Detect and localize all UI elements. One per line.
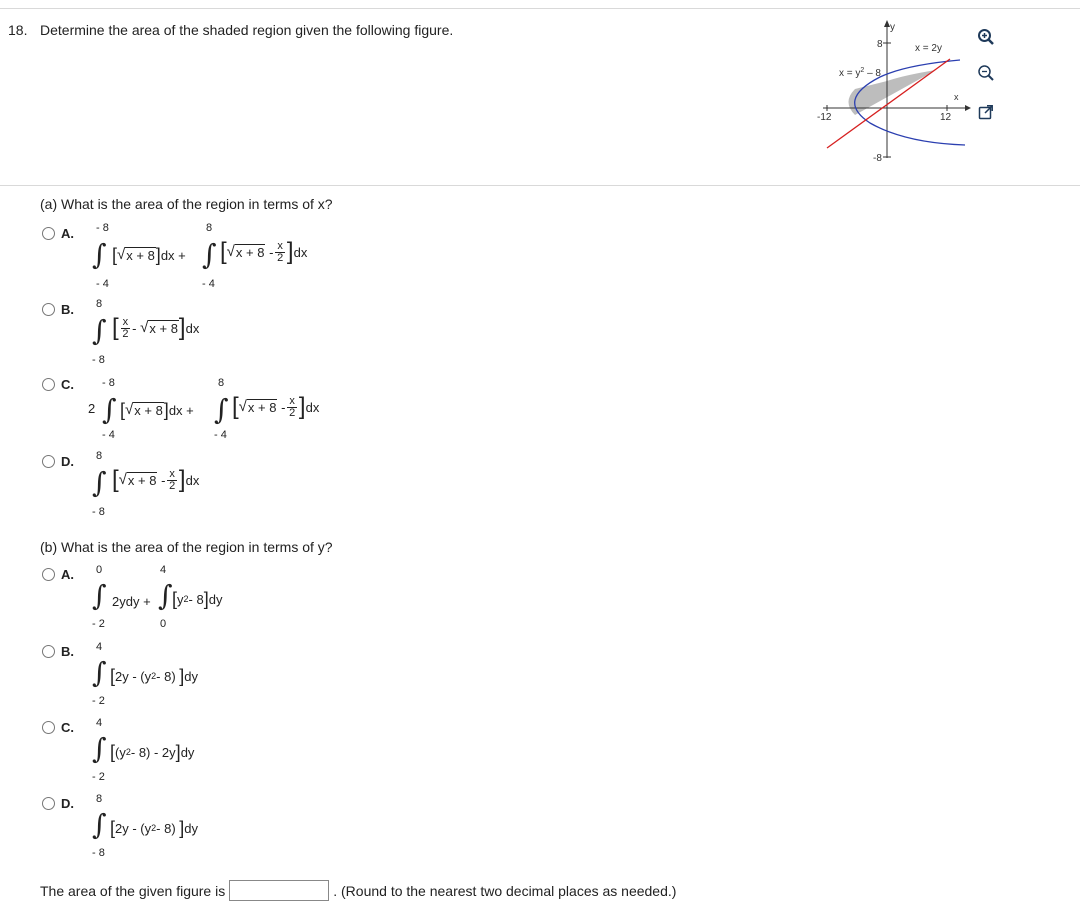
y-axis-label: y bbox=[890, 22, 895, 33]
line-label: x = 2y bbox=[915, 43, 942, 54]
part-a-option-c[interactable]: C. bbox=[42, 377, 74, 392]
radio-button[interactable] bbox=[42, 303, 55, 316]
part-a-option-b-formula: 8 ∫ - 8 [ $\frac{x}{2}$ - √ x + 8 ] dx bbox=[92, 298, 200, 366]
zoom-out-icon[interactable] bbox=[975, 62, 997, 84]
part-a-option-a[interactable]: A. bbox=[42, 226, 74, 241]
radio-button[interactable] bbox=[42, 797, 55, 810]
part-b-option-b-formula: 4 ∫ - 2 [ 2y - (y 2 - 8) ] dy bbox=[92, 641, 199, 707]
question-text: Determine the area of the shaded region given the following figure. bbox=[40, 22, 454, 38]
part-b-option-a[interactable]: A. bbox=[42, 567, 74, 582]
answer-line bbox=[40, 880, 676, 901]
x-left-label: -12 bbox=[817, 112, 832, 123]
x-axis-label: x bbox=[954, 92, 959, 102]
y-top-label: 8 bbox=[877, 39, 883, 50]
answer-input[interactable] bbox=[229, 880, 329, 901]
part-a-option-b[interactable]: B. bbox=[42, 302, 74, 317]
radio-button[interactable] bbox=[42, 721, 55, 734]
part-a-prompt: (a) What is the area of the region in terms of x? bbox=[40, 196, 333, 212]
top-divider bbox=[0, 8, 1080, 9]
answer-prefix: The area of the given figure is bbox=[40, 882, 226, 899]
part-a-option-d[interactable]: D. bbox=[42, 454, 74, 469]
part-b-prompt: (b) What is the area of the region in terms of y? bbox=[40, 539, 333, 555]
radio-button[interactable] bbox=[42, 227, 55, 240]
section-divider bbox=[0, 185, 1080, 186]
part-b-option-c[interactable]: C. bbox=[42, 720, 74, 735]
question-number: 18. bbox=[8, 22, 28, 38]
part-a-option-c-formula: 2 - 8 ∫ - 4 [ √ x + 8 ] dx + 8 ∫ - 4 [ √ x + 8 - $\frac{x}{2}$ ] dx bbox=[88, 377, 320, 441]
y-bottom-label: -8 bbox=[873, 153, 882, 164]
answer-suffix: . (Round to the nearest two decimal places as needed.) bbox=[333, 882, 677, 899]
part-b-option-c-formula: 4 ∫ - 2 [ (y 2 - 8) - 2y ] dy bbox=[92, 717, 195, 783]
zoom-in-icon[interactable] bbox=[975, 26, 997, 48]
region-figure bbox=[815, 15, 975, 165]
part-a-option-d-formula: 8 ∫ - 8 [ √ x + 8 - $\frac{x}{2}$ ] dx bbox=[92, 450, 200, 518]
part-b-option-a-formula: 0 ∫ - 2 2ydy + 4 ∫ 0 [ y 2 - 8 ] dy bbox=[92, 564, 223, 630]
part-a-option-a-formula: - 8 ∫ - 4 [ √ x + 8 ] dx + 8 ∫ - 4 [ √ x + 8 - $\frac{x}{2}$ ] dx bbox=[92, 222, 308, 290]
popout-icon[interactable] bbox=[975, 101, 997, 123]
radio-button[interactable] bbox=[42, 568, 55, 581]
radio-button[interactable] bbox=[42, 378, 55, 391]
part-b-option-d-formula: 8 ∫ - 8 [ 2y - (y 2 - 8) ] dy bbox=[92, 793, 199, 859]
part-b-option-d[interactable]: D. bbox=[42, 796, 74, 811]
radio-button[interactable] bbox=[42, 645, 55, 658]
radio-button[interactable] bbox=[42, 455, 55, 468]
parabola-label: $x = y^2 - 8$ bbox=[839, 67, 881, 79]
part-b-option-b[interactable]: B. bbox=[42, 644, 74, 659]
x-right-label: 12 bbox=[940, 112, 952, 123]
